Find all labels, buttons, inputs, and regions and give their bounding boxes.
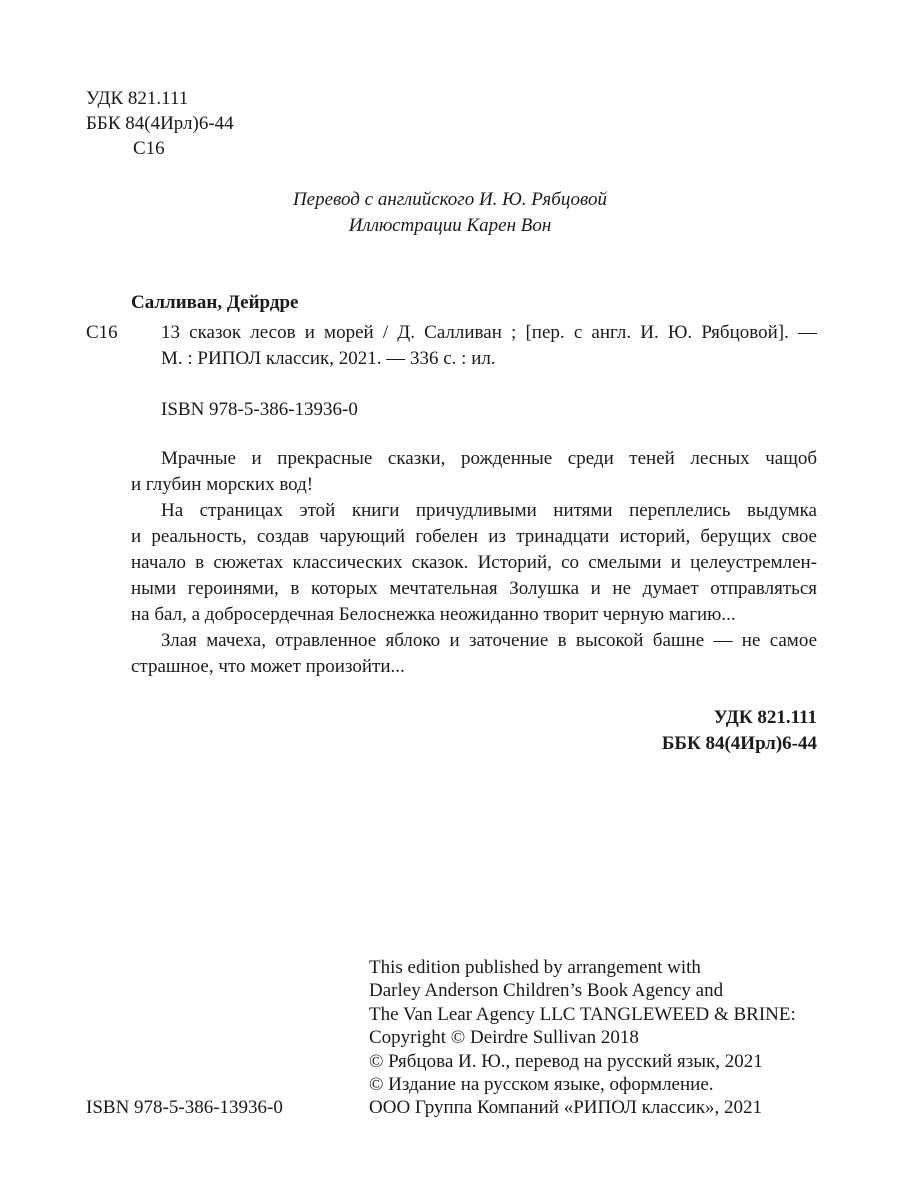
footer-isbn: ISBN 978-5-386-13936-0 [86, 1097, 283, 1118]
bottom-classification-block [662, 705, 817, 757]
annotation-line: и глубин морских вод! [131, 474, 314, 495]
bottom-udk-code: УДК 821.111 [713, 707, 817, 728]
catalog-mark: С16 [86, 322, 118, 343]
copyright-line: © Издание на русском языке, оформление. [369, 1073, 714, 1095]
bottom-bbk-code: ББК 84(4Ирл)6-44 [661, 733, 817, 754]
annotation-line: Мрачные и прекрасные сказки, рожденные среди теней лесных чащоб [161, 448, 817, 469]
annotation-line: начало в сюжетах классических сказок. Историй, со смелыми и целеустремлен- [131, 552, 817, 573]
annotation-line: и реальность, создав чарующий гобелен из тринадцати историй, берущих свое [131, 526, 817, 547]
catalog-title-line: 13 сказок лесов и морей / Д. Салливан ; [пер. с англ. И. Ю. Рябцовой]. — [161, 322, 817, 343]
copyright-line: The Van Lear Agency LLC TANGLEWEED & BRINE: [369, 1003, 796, 1025]
copyright-line: ООО Группа Компаний «РИПОЛ классик», 2021 [369, 1097, 763, 1119]
annotation-block [131, 446, 817, 680]
credits-block [0, 187, 900, 239]
translator-credit: Перевод с английского И. Ю. Рябцовой [292, 189, 608, 210]
catalog-isbn: ISBN 978-5-386-13936-0 [161, 399, 358, 420]
annotation-line: ными героинями, в которых мечтательная Золушка и не думает отправляться [131, 578, 817, 599]
annotation-line: на бал, а добросердечная Белоснежка неожиданно творит черную магию... [131, 604, 736, 625]
catalog-imprint-line: М. : РИПОЛ классик, 2021. — 336 с. : ил. [161, 348, 496, 369]
copyright-block [369, 955, 819, 1119]
classification-block [86, 86, 234, 161]
copyright-line: Darley Anderson Children’s Book Agency and [369, 980, 724, 1002]
copyright-line: © Рябцова И. Ю., перевод на русский язык, 2021 [369, 1050, 763, 1072]
illustrator-credit: Иллюстрации Карен Вон [348, 215, 552, 236]
bbk-code: ББК 84(4Ирл)6-44 [86, 113, 234, 134]
copyright-line: This edition published by arrangement with [369, 957, 701, 978]
author-mark: С16 [133, 138, 165, 159]
catalog-author-heading: Салливан, Дейрдре [131, 292, 299, 313]
udk-code: УДК 821.111 [86, 88, 189, 109]
annotation-line: На страницах этой книги причудливыми нитями переплелись выдумка [161, 500, 817, 521]
annotation-line: Злая мачеха, отравленное яблоко и заточение в высокой башне — не самое [161, 630, 817, 651]
annotation-line: страшное, что может произойти... [131, 656, 405, 677]
copyright-line: Copyright © Deirdre Sullivan 2018 [369, 1027, 639, 1049]
catalog-record [161, 320, 817, 372]
